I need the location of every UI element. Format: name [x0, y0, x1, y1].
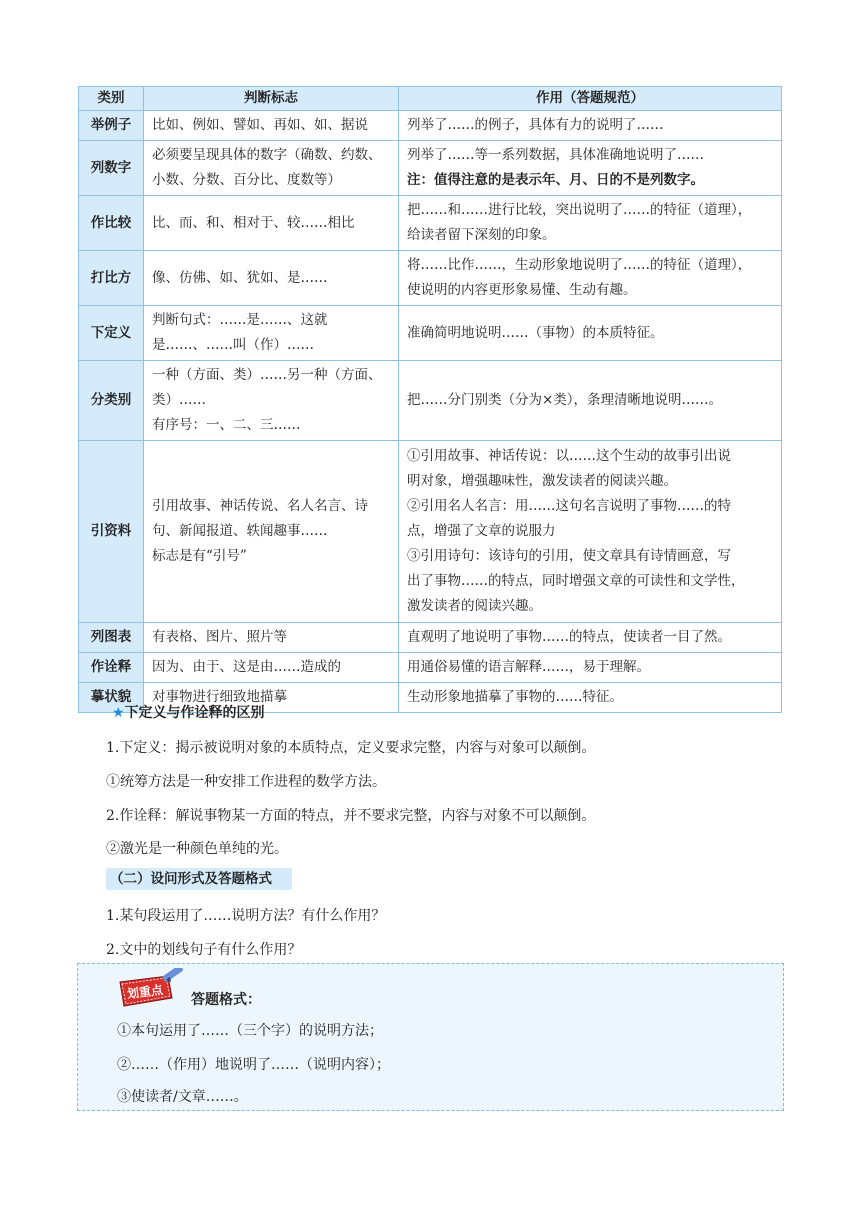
- effect-line: 出了事物……的特点，同时增强文章的可读性和文学性，: [407, 573, 745, 589]
- effect-line: 生动形象地描摹了事物的……特征。: [407, 689, 623, 705]
- highlight-badge-icon: [116, 968, 186, 1010]
- table-row: [79, 441, 782, 623]
- table-row: [79, 306, 782, 361]
- signs-line: 因为、由于、这是由……造成的: [152, 659, 341, 675]
- signs-line: 标志是有“引号”: [152, 548, 247, 564]
- signs-line: 对事物进行细致地描摹: [152, 689, 287, 705]
- star-icon: ★: [112, 705, 125, 721]
- effect-cell: [399, 111, 782, 141]
- category-cell: 作比较: [79, 196, 144, 251]
- note-title: [112, 702, 265, 722]
- effect-line: 使说明的内容更形象易懂、生动有趣。: [407, 282, 637, 298]
- table-row: [79, 251, 782, 306]
- effect-cell: [399, 623, 782, 653]
- signs-cell: [144, 441, 399, 623]
- signs-cell: [144, 111, 399, 141]
- header-signs: 判断标志: [144, 87, 399, 111]
- effect-cell: [399, 683, 782, 713]
- category-cell: 作诠释: [79, 653, 144, 683]
- note-title-text: 下定义与作诠释的区别: [124, 705, 265, 721]
- signs-line: 类）……: [152, 392, 206, 408]
- signs-line: 必须要呈现具体的数字（确数、约数、: [152, 147, 382, 163]
- signs-line: 像、仿佛、如、犹如、是……: [152, 269, 328, 286]
- effect-cell: [399, 653, 782, 683]
- category-cell: 分类别: [79, 361, 144, 441]
- category-cell: 举例子: [79, 111, 144, 141]
- category-cell: 摹状貌: [79, 683, 144, 713]
- signs-line: 引用故事、神话传说、名人名言、诗: [152, 498, 368, 514]
- table-row: [79, 361, 782, 441]
- effect-line: 明对象，增强趣味性，激发读者的阅读兴趣。: [407, 473, 677, 489]
- effect-line: ②引用名人名言：用……这句名言说明了事物……的特: [407, 498, 731, 514]
- category-cell: 打比方: [79, 251, 144, 306]
- effect-note: 注：值得注意的是表示年、月、日的不是列数字。: [407, 172, 704, 188]
- section-heading: （二）设问形式及答题格式: [106, 868, 292, 890]
- signs-line: 句、新闻报道、轶闻趣事……: [152, 523, 328, 539]
- category-cell: 引资料: [79, 441, 144, 623]
- effect-line: 点，增强了文章的说服力: [407, 523, 556, 539]
- header-effect: 作用（答题规范）: [399, 87, 782, 111]
- answer-line: ③使读者/文章……。: [117, 1089, 248, 1105]
- signs-line: 比、而、和、相对于、较……相比: [152, 214, 355, 231]
- signs-cell: [144, 623, 399, 653]
- signs-line: 比如、例如、譬如、再如、如、据说: [152, 117, 368, 133]
- note-line: ②激光是一种颜色单纯的光。: [106, 841, 288, 857]
- answer-line: ①本句运用了……（三个字）的说明方法；: [117, 1023, 383, 1039]
- table-row: [79, 141, 782, 196]
- table-row: [79, 196, 782, 251]
- signs-line: 小数、分数、百分比、度数等）: [152, 172, 341, 188]
- effect-cell: [399, 141, 782, 196]
- signs-line: 一种（方面、类）……另一种（方面、: [152, 367, 382, 383]
- explanation-methods-table: [78, 86, 782, 713]
- effect-line: 列举了……等一系列数据，具体准确地说明了……: [407, 147, 704, 163]
- question-line: 1.某句段运用了……说明方法？有什么作用？: [106, 908, 386, 924]
- effect-cell: [399, 441, 782, 623]
- effect-line: 把……分门别类（分为×类），条理清晰地说明……。: [407, 392, 723, 408]
- effect-line: ③引用诗句：该诗句的引用，使文章具有诗情画意，写: [407, 548, 731, 564]
- question-line: 2.文中的划线句子有什么作用？: [106, 942, 302, 958]
- effect-line: 用通俗易懂的语言解释……，易于理解。: [407, 659, 650, 675]
- effect-line: 将……比作……，生动形象地说明了……的特征（道理），: [407, 257, 752, 273]
- effect-line: 列举了……的例子，具体有力的说明了……: [407, 117, 664, 133]
- effect-cell: [399, 251, 782, 306]
- effect-line: 激发读者的阅读兴趣。: [407, 598, 542, 614]
- signs-line: 有序号：一、二、三……: [152, 417, 301, 433]
- table-row: [79, 111, 782, 141]
- table-row: [79, 653, 782, 683]
- header-category: 类别: [79, 87, 144, 111]
- effect-line: 把……和……进行比较，突出说明了……的特征（道理），: [407, 202, 752, 218]
- effect-line: ①引用故事、神话传说：以……这个生动的故事引出说: [407, 448, 731, 464]
- signs-cell: [144, 653, 399, 683]
- signs-line: 有表格、图片、照片等: [152, 629, 287, 645]
- signs-cell: [144, 141, 399, 196]
- answer-label: 答题格式：: [191, 992, 261, 1008]
- signs-line: 是……、……叫（作）……: [152, 337, 314, 353]
- signs-cell: [144, 251, 399, 306]
- signs-cell: [144, 361, 399, 441]
- category-cell: 下定义: [79, 306, 144, 361]
- note-line: 1.下定义：揭示被说明对象的本质特点，定义要求完整，内容与对象可以颠倒。: [106, 740, 596, 756]
- answer-line: ②……（作用）地说明了……（说明内容）；: [117, 1057, 390, 1073]
- badge-text: 划重点: [126, 982, 164, 1002]
- effect-cell: [399, 196, 782, 251]
- effect-line: 直观明了地说明了事物……的特点，使读者一目了然。: [407, 629, 731, 645]
- effect-cell: [399, 306, 782, 361]
- category-cell: 列数字: [79, 141, 144, 196]
- signs-cell: [144, 306, 399, 361]
- effect-cell: [399, 361, 782, 441]
- note-line: ①统筹方法是一种安排工作进程的数学方法。: [106, 774, 386, 790]
- category-cell: 列图表: [79, 623, 144, 653]
- table-header-row: [79, 87, 782, 111]
- table-row: [79, 623, 782, 653]
- effect-line: 准确简明地说明……（事物）的本质特征。: [407, 324, 664, 341]
- note-line: 2.作诠释：解说事物某一方面的特点，并不要求完整，内容与对象不可以颠倒。: [106, 808, 596, 824]
- signs-line: 判断句式：……是……、这就: [152, 312, 328, 328]
- effect-line: 给读者留下深刻的印象。: [407, 227, 556, 243]
- signs-cell: [144, 196, 399, 251]
